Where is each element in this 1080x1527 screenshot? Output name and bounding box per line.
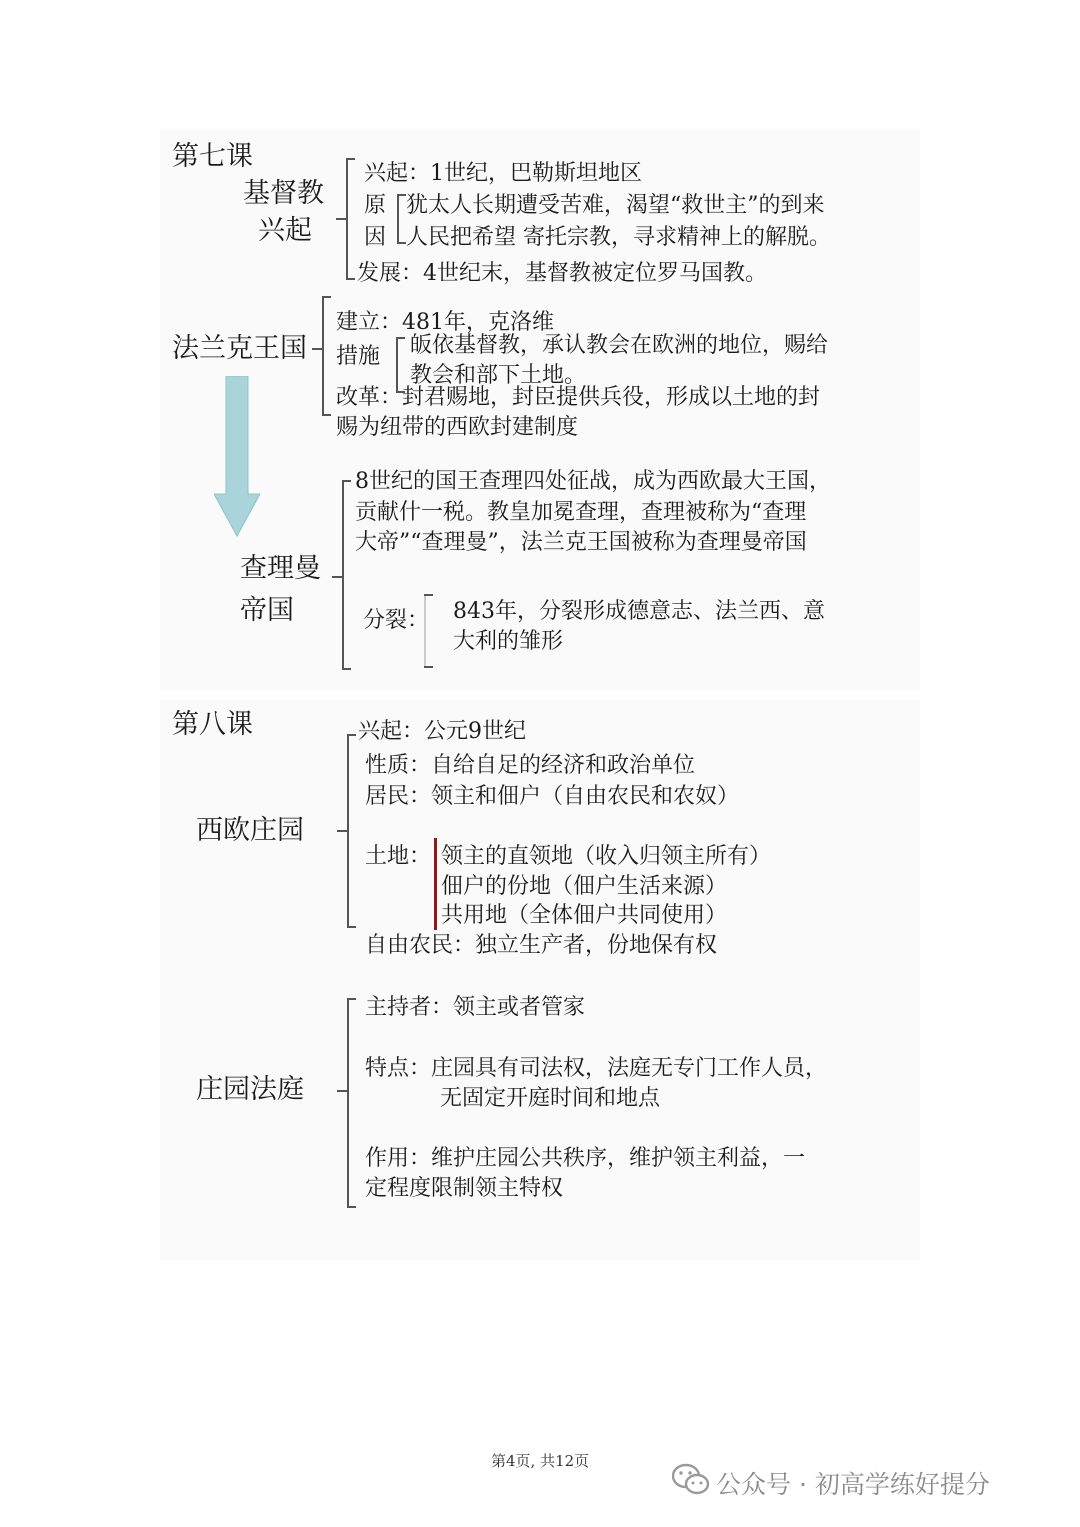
christianity-brace — [346, 158, 348, 280]
christianity-rise: 兴起：1世纪，巴勒斯坦地区 — [364, 161, 642, 186]
manor-land-2: 佃户的份地（佃户生活来源） — [441, 874, 728, 899]
frankish-measures-1: 皈依基督教，承认教会在欧洲的地位，赐给 — [410, 333, 829, 358]
frankish-brace — [322, 296, 324, 416]
frankish-topic: 法兰克王国 — [172, 333, 307, 364]
court-brace — [347, 998, 349, 1208]
charlemagne-desc-2: 贡献什一税。教皇加冕查理，查理被称为“查理 — [355, 500, 807, 525]
wechat-icon — [672, 1463, 710, 1497]
frankish-measures-label: 措施 — [336, 344, 381, 369]
frankish-reform-1: 改革：封君赐地，封臣提供兵役，形成以土地的封 — [336, 385, 821, 410]
charlemagne-topic-line2: 帝国 — [240, 595, 294, 626]
christianity-topic-line2: 兴起 — [258, 215, 312, 246]
christianity-cause-2: 人民把希望 寄托宗教，寻求精神上的解脱。 — [406, 225, 831, 250]
manor-brace — [347, 734, 349, 928]
court-features-2: 无固定开庭时间和地点 — [440, 1086, 661, 1111]
court-role-1: 作用：维护庄园公共秩序，维护领主利益，一 — [365, 1146, 806, 1171]
christianity-cause-label-1: 原 — [364, 193, 387, 218]
charlemagne-desc-3: 大帝”“查理曼”，法兰克王国被称为查理曼帝国 — [355, 530, 807, 555]
court-topic: 庄园法庭 — [196, 1074, 304, 1105]
frankish-measures-2: 教会和部下土地。 — [410, 363, 587, 388]
cause-brace — [397, 194, 399, 244]
manor-nature: 性质：自给自足的经济和政治单位 — [365, 753, 696, 778]
christianity-topic-line1: 基督教 — [243, 178, 324, 209]
manor-free-peasants: 自由农民：独立生产者，份地保有权 — [365, 933, 718, 958]
manor-land-label: 土地： — [365, 844, 432, 869]
charlemagne-split-2: 大利的雏形 — [453, 629, 564, 654]
charlemagne-topic-line1: 查理曼 — [240, 553, 321, 584]
christianity-development: 发展：4世纪末，基督教被定位罗马国教。 — [357, 261, 767, 286]
frankish-reform-2: 赐为纽带的西欧封建制度 — [336, 415, 579, 440]
page-number: 第4页, 共12页 — [491, 1452, 590, 1470]
watermark-text: 公众号 · 初高学练好提分 — [716, 1470, 990, 1499]
christianity-cause-1: 犹太人长期遭受苦难，渴望“救世主”的到来 — [406, 193, 825, 218]
charlemagne-split-1: 843年，分裂形成德意志、法兰西、意 — [453, 599, 825, 624]
manor-rise: 兴起：公元9世纪 — [358, 719, 526, 744]
manor-topic: 西欧庄园 — [196, 815, 304, 846]
frankish-founding: 建立：481年，克洛维 — [336, 310, 554, 335]
manor-residents: 居民：领主和佃户（自由农民和农奴） — [365, 784, 740, 809]
lesson8-title: 第八课 — [172, 709, 253, 740]
split-brace — [424, 594, 426, 668]
charlemagne-desc-1: 8世纪的国王查理四处征战，成为西欧最大王国， — [355, 469, 831, 494]
charlemagne-brace — [342, 480, 344, 670]
court-features-1: 特点：庄园具有司法权，法庭无专门工作人员， — [365, 1056, 828, 1081]
manor-land-1: 领主的直领地（收入归领主所有） — [441, 844, 772, 869]
christianity-cause-label-2: 因 — [364, 225, 387, 250]
charlemagne-split-label: 分裂： — [363, 608, 430, 633]
lesson7-title: 第七课 — [172, 141, 253, 172]
court-role-2: 定程度限制领主特权 — [365, 1176, 564, 1201]
down-arrow-icon — [214, 376, 260, 538]
court-host: 主持者：领主或者管家 — [365, 995, 586, 1020]
land-bar — [434, 838, 437, 930]
manor-land-3: 共用地（全体佃户共同使用） — [441, 903, 728, 928]
